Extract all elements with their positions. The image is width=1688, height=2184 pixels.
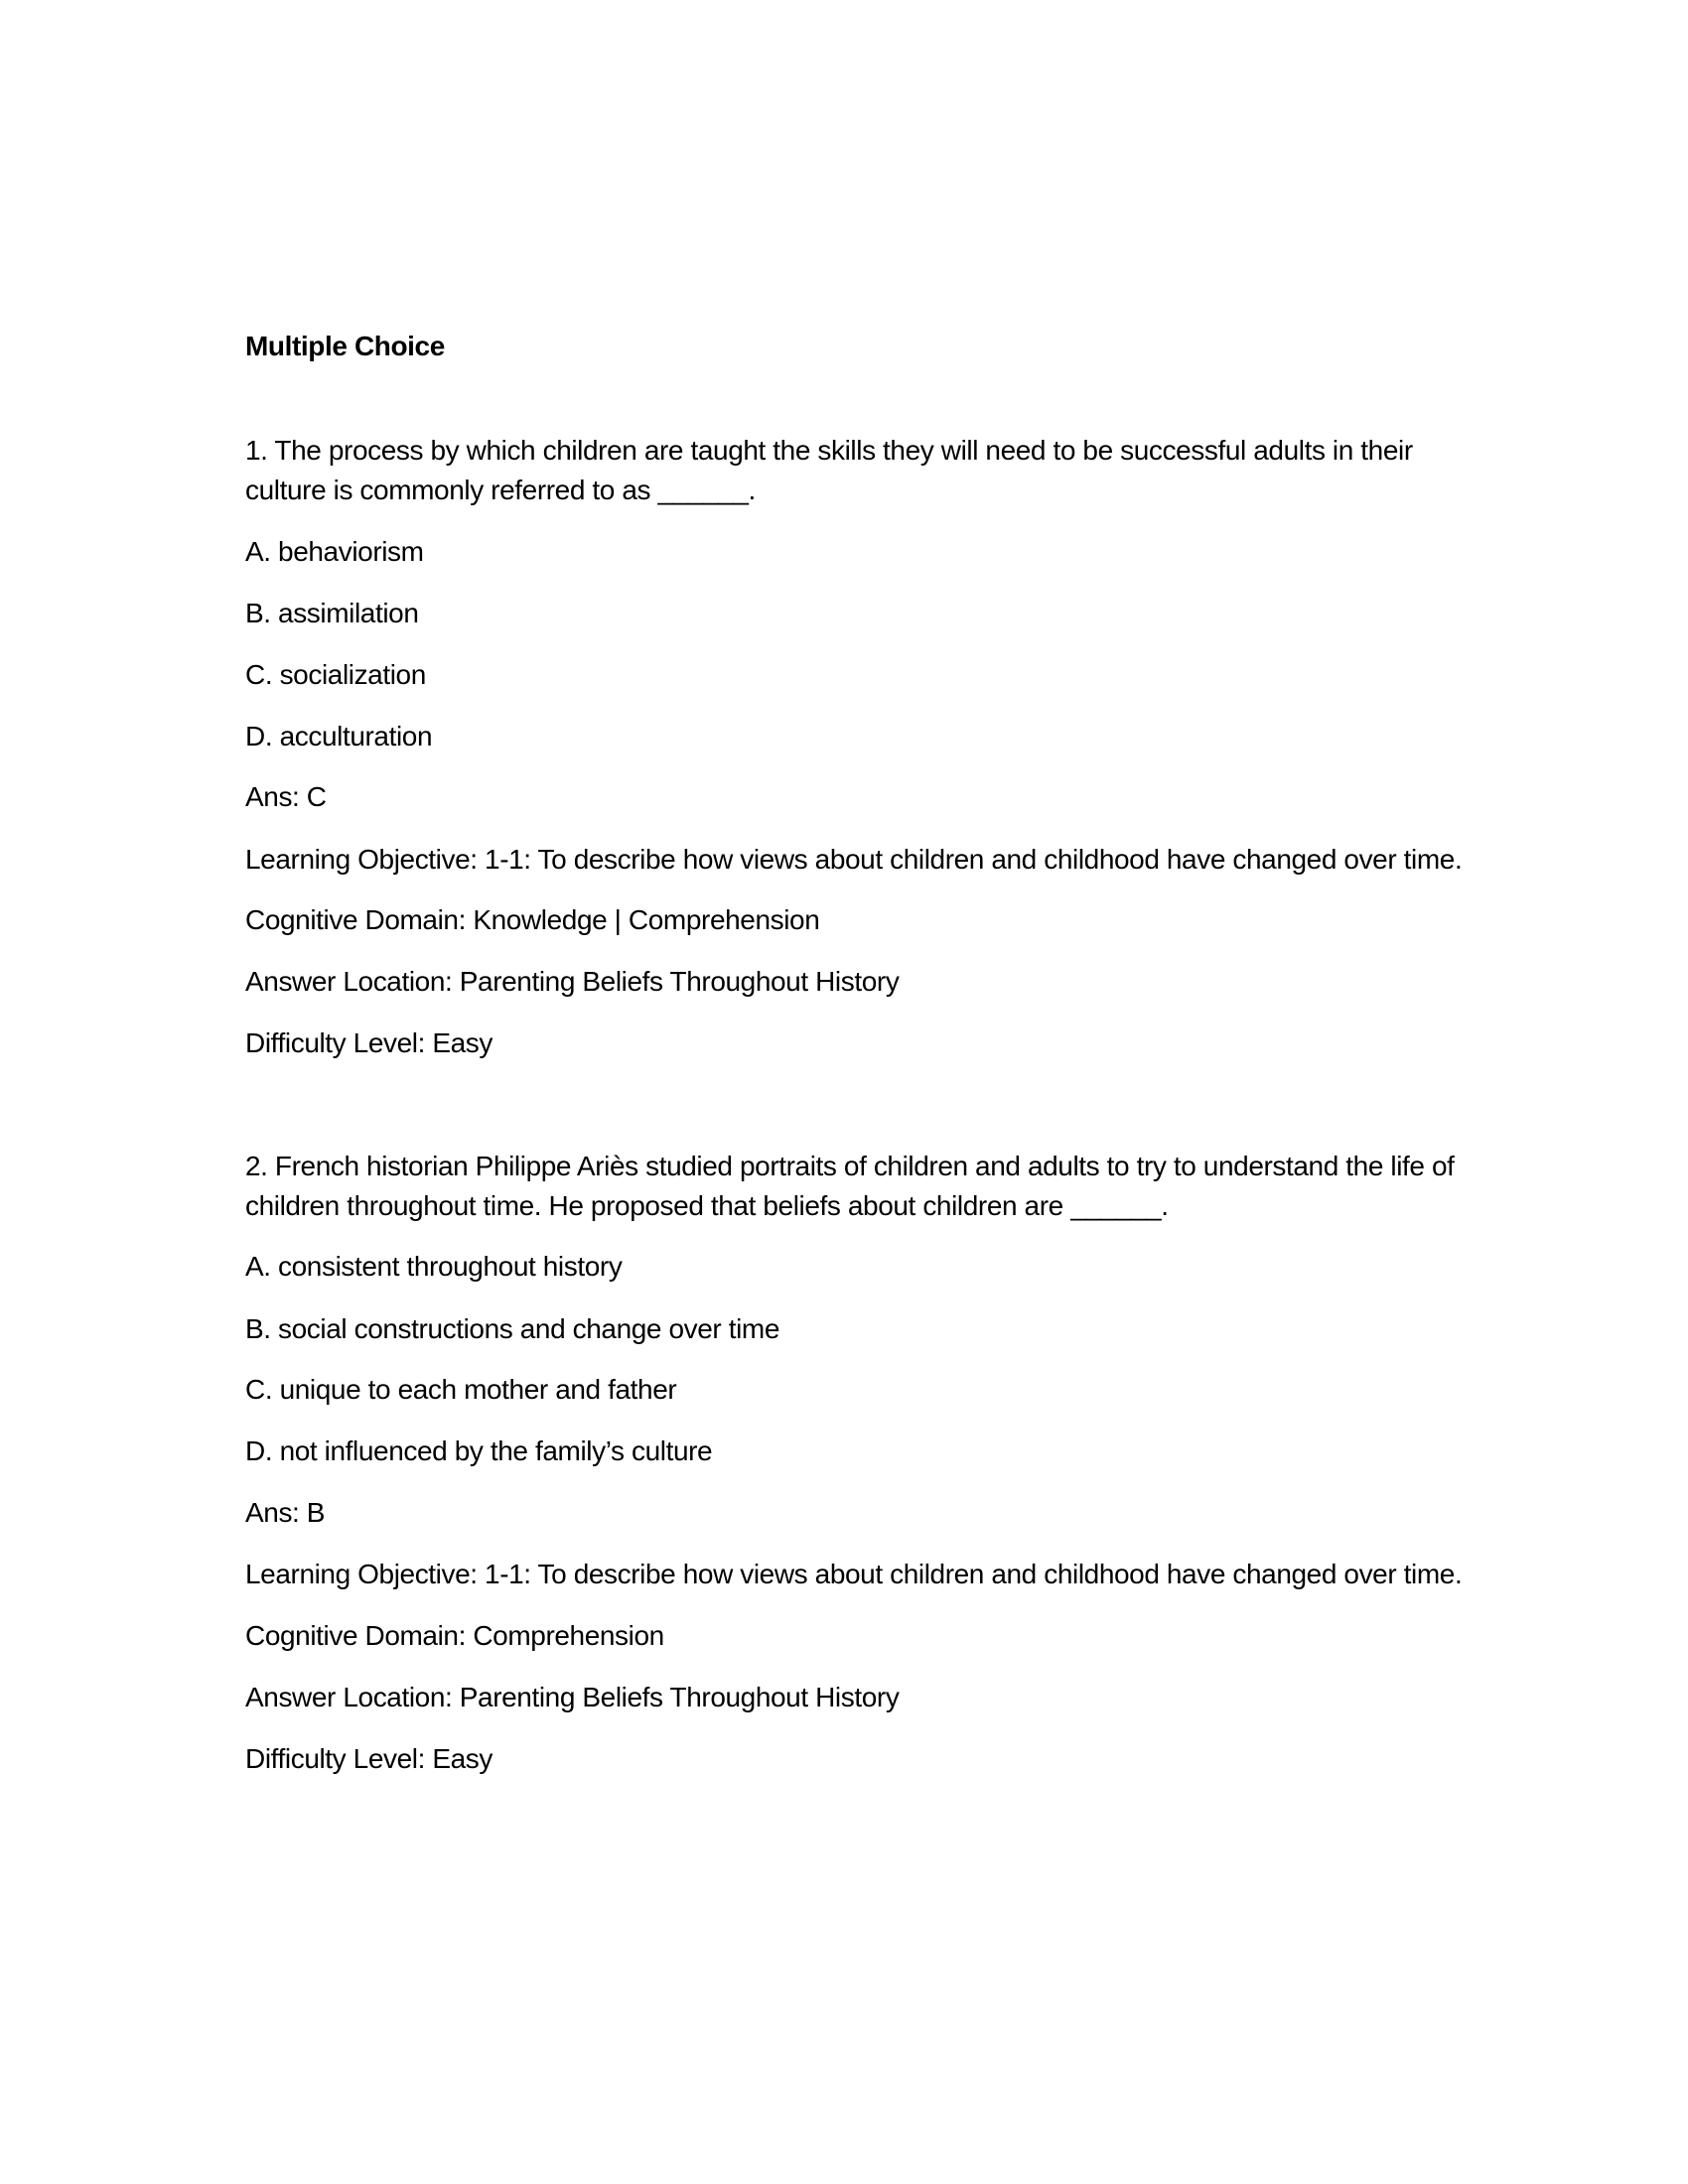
difficulty-level: Difficulty Level: Easy	[245, 1027, 493, 1058]
cognitive-domain: Cognitive Domain: Comprehension	[245, 1620, 664, 1651]
question-stem: 2. French historian Philippe Ariès studied portraits of children and adults to try to understand the life of	[245, 1151, 1455, 1181]
section-heading: Multiple Choice	[245, 331, 445, 361]
option: A. behaviorism	[245, 536, 424, 567]
option: D. not influenced by the family’s culture	[245, 1435, 713, 1466]
answer: Ans: B	[245, 1497, 326, 1528]
question-stem: 1. The process by which children are taught the skills they will need to be successful adults in their	[245, 435, 1413, 466]
answer-location: Answer Location: Parenting Beliefs Throughout History	[245, 966, 900, 997]
question-stem: culture is commonly referred to as ______.	[245, 475, 756, 505]
cognitive-domain: Cognitive Domain: Knowledge | Comprehension	[245, 904, 820, 935]
option: D. acculturation	[245, 721, 433, 751]
option: C. socialization	[245, 659, 426, 690]
learning-objective: Learning Objective: 1-1: To describe how views about children and childhood have changed over time.	[245, 844, 1463, 875]
learning-objective: Learning Objective: 1-1: To describe how views about children and childhood have changed over time.	[245, 1559, 1463, 1589]
difficulty-level: Difficulty Level: Easy	[245, 1743, 493, 1774]
question-stem: children throughout time. He proposed that beliefs about children are ______.	[245, 1190, 1169, 1221]
answer-location: Answer Location: Parenting Beliefs Throughout History	[245, 1682, 900, 1712]
option: B. assimilation	[245, 598, 419, 628]
option: C. unique to each mother and father	[245, 1374, 677, 1405]
option: B. social constructions and change over time	[245, 1313, 780, 1344]
answer: Ans: C	[245, 781, 327, 812]
option: A. consistent throughout history	[245, 1251, 623, 1282]
